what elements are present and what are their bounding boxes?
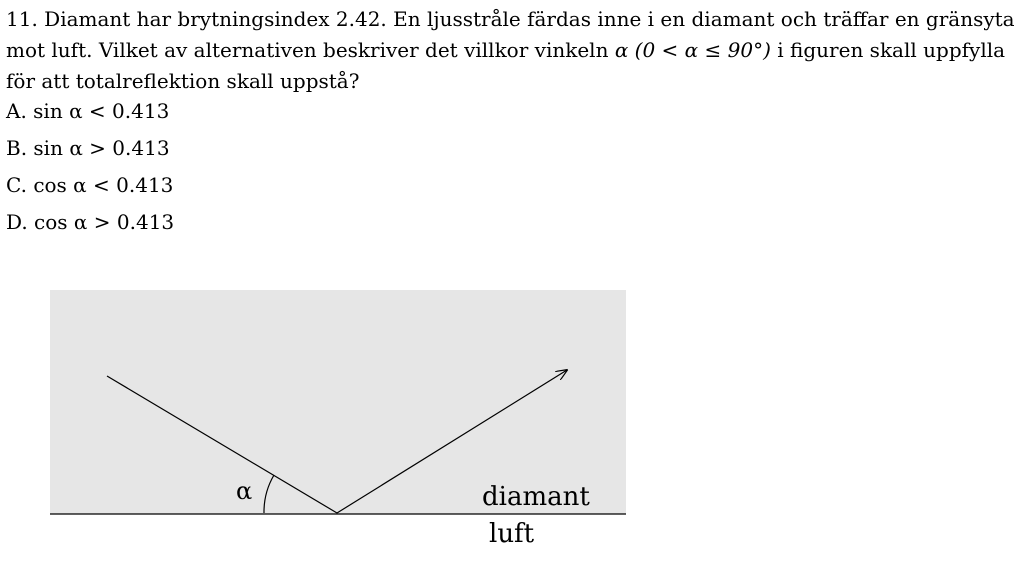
- air-label: luft: [489, 519, 535, 549]
- option-b-label: B.: [6, 136, 28, 160]
- option-a-label: A.: [6, 99, 27, 123]
- question-line-2-end: i figuren skall uppfylla: [770, 38, 1006, 62]
- question-line-1: 11. Diamant har brytningsindex 2.42. En ljusstråle färdas inne i en diamant och träffar en gränsyta: [6, 7, 1015, 31]
- angle-label: α: [236, 477, 253, 505]
- angle-condition: α (0 < α ≤ 90°): [614, 38, 771, 62]
- diamond-region: [50, 290, 626, 514]
- option-c-text: cos α < 0.413: [33, 173, 174, 197]
- option-a-text: sin α < 0.413: [33, 99, 170, 123]
- question-line-3: för att totalreflektion skall uppstå?: [6, 69, 360, 93]
- option-d-text: cos α > 0.413: [34, 210, 175, 234]
- question-line-2-start: mot luft. Vilket av alternativen beskriver det villkor vinkeln: [6, 38, 615, 62]
- option-c-label: C.: [6, 173, 27, 197]
- option-b-text: sin α > 0.413: [33, 136, 170, 160]
- option-d-label: D.: [6, 210, 28, 234]
- diamond-label: diamant: [482, 482, 590, 512]
